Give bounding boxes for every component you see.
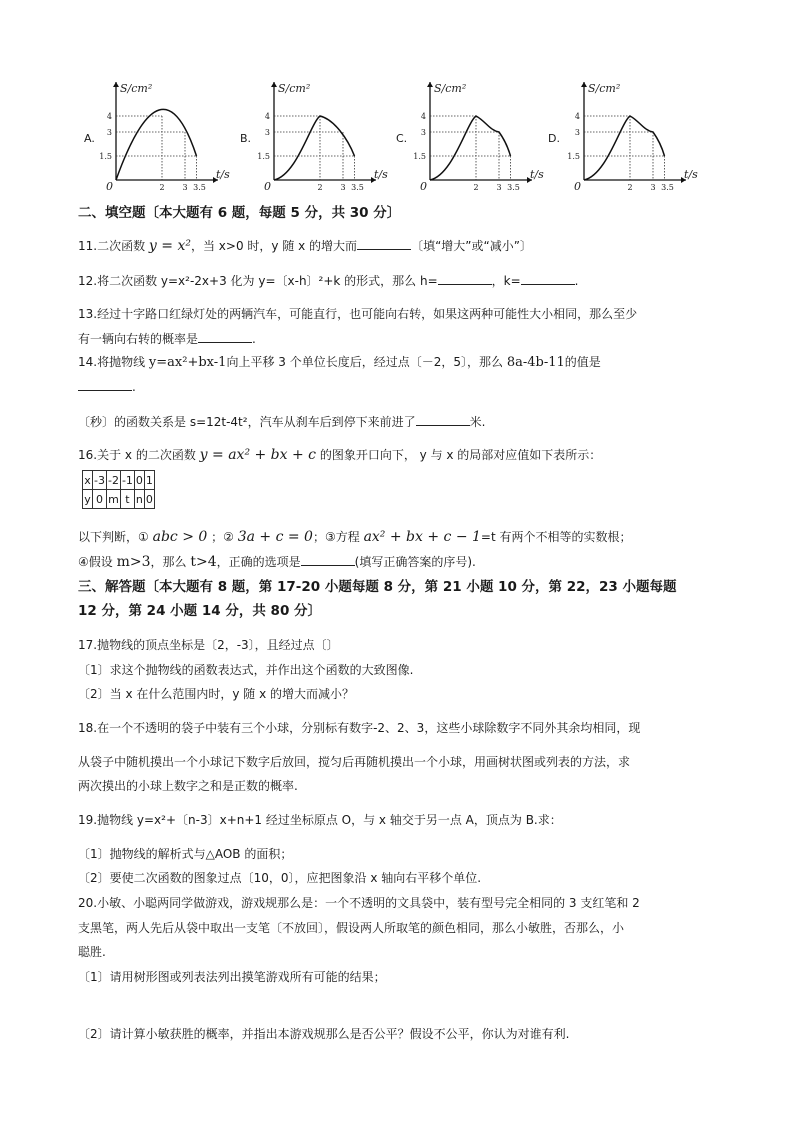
y-axis-arrow	[113, 82, 119, 87]
y-tick-label: 3	[264, 128, 270, 137]
x-tick-label: 3	[650, 183, 656, 192]
q17-part-1: 〔1〕求这个抛物线的函数表达式，并作出这个函数的大致图像.	[78, 663, 414, 677]
q16-j1c: ；②	[211, 530, 234, 544]
x-tick-label: 3	[340, 183, 346, 192]
x-tick-label: 3.5	[507, 183, 520, 192]
y-tick-label: 1.5	[99, 152, 112, 161]
graph-curve	[116, 109, 197, 180]
q16-judgments-2	[78, 553, 476, 570]
q15-text: 〔秒〕的函数关系是 s=12t-4t²，汽车从刹车后到停下来前进了	[78, 415, 416, 429]
q20-line-2: 支黑笔，两人先后从袋中取出一支笔〔不放回〕，假设两人所取笔的颜色相同，那么小敏胜，否那么，小	[78, 921, 625, 935]
q14-line1c: 向上平移 3 个单位长度后，经过点〔－2，5〕，那么	[226, 355, 503, 369]
graph-d-plot	[548, 76, 698, 196]
graph-option-d[interactable]	[548, 76, 698, 196]
x-tick-label: 3	[182, 183, 188, 192]
option-label-d: D.	[548, 132, 560, 145]
y-axis-label: S/cm²	[120, 82, 153, 95]
q15-end: 米.	[469, 415, 486, 429]
question-11	[78, 237, 532, 254]
q11-formula: y = x²	[148, 238, 191, 254]
q16-j1a: 以下判断，①	[78, 530, 149, 544]
x-axis-label: t/s	[374, 168, 388, 181]
q16-value-table	[82, 470, 155, 509]
q12-k-blank[interactable]	[521, 272, 575, 285]
q11-prefix: 11.二次函数	[78, 239, 146, 253]
y-tick-label: 4	[264, 112, 270, 121]
q12-text: 12.将二次函数 y=x²-2x+3 化为 y=〔x-h〕²+k 的形式，那么 h=	[78, 274, 438, 288]
x-tick-label: 2	[317, 183, 323, 192]
graph-option-a[interactable]	[80, 76, 230, 196]
graph-option-b[interactable]	[238, 76, 388, 196]
q15-answer-blank[interactable]	[416, 413, 470, 426]
q12-end: .	[574, 274, 579, 288]
q19-part-1: 〔1〕抛物线的解析式与△AOB 的面积；	[78, 847, 293, 861]
q11-tail: 〔填“增大”或“减小”〕	[411, 239, 532, 253]
q20-part-2: 〔2〕请计算小敏获胜的概率，并指出本游戏规那么是否公平？假设不公平，你认为对谁有利.	[78, 1027, 570, 1041]
graph-curve	[430, 116, 511, 180]
table-cell: -1	[120, 471, 134, 490]
y-tick-label: 4	[106, 112, 112, 121]
q16-j1e: ；③方程	[312, 530, 360, 544]
section-3-heading-1: 三、解答题〔本大题有 8 题，第 17-20 小题每题 8 分，第 21 小题 10 分，第 22，23 小题每题	[78, 579, 677, 595]
x-axis-label: t/s	[684, 168, 698, 181]
q13-answer-blank[interactable]	[198, 330, 252, 343]
y-tick-label: 3	[574, 128, 580, 137]
x-tick-label: 3.5	[351, 183, 364, 192]
q16-j2d: t>4	[190, 554, 217, 570]
q13-end: .	[252, 332, 256, 346]
table-cell: m	[106, 490, 120, 509]
q14-end: .	[132, 380, 136, 394]
question-15	[78, 413, 485, 430]
table-cell: 0	[93, 490, 107, 509]
origin-label: 0	[420, 180, 427, 193]
q16-j2f: (填写正确答案的序号).	[354, 555, 476, 569]
q16-j2c: ，那么	[150, 555, 187, 569]
graph-curve	[274, 116, 355, 180]
question-13-line-2	[78, 330, 256, 347]
origin-label: 0	[106, 180, 113, 193]
y-axis-arrow	[271, 82, 277, 87]
graph-b-plot	[238, 76, 388, 196]
y-axis-arrow	[581, 82, 587, 87]
table-cell: n	[134, 490, 144, 509]
y-axis-label: S/cm²	[434, 82, 467, 95]
q14-line1e: 的值是	[564, 355, 601, 369]
q16-j1b: abc > 0	[152, 529, 208, 545]
q17-stem: 17.抛物线的顶点坐标是〔2，-3〕，且经过点〔〕	[78, 638, 339, 652]
y-tick-label: 1.5	[257, 152, 270, 161]
question-13-line-1: 13.经过十字路口红绿灯处的两辆汽车，可能直行，也可能向右转，如果这两种可能性大小相同，那么至少	[78, 307, 638, 321]
q14-answer-blank[interactable]	[78, 378, 132, 391]
x-tick-label: 3	[496, 183, 502, 192]
y-tick-label: 3	[106, 128, 112, 137]
question-14-blank-line	[78, 378, 136, 395]
q11-suffix: ，当 x>0 时，y 随 x 的增大而	[190, 239, 358, 253]
origin-label: 0	[264, 180, 271, 193]
q17-part-2: 〔2〕当 x 在什么范围内时，y 随 x 的增大而减小？	[78, 687, 355, 701]
table-row	[83, 471, 155, 490]
y-tick-label: 4	[574, 112, 580, 121]
q16-j2e: ，正确的选项是	[216, 555, 301, 569]
q16-prefix: 16.关于 x 的二次函数	[78, 448, 196, 462]
option-label-c: C.	[396, 132, 408, 145]
origin-label: 0	[574, 180, 581, 193]
table-cell: x	[83, 471, 93, 490]
q20-line-1: 20.小敏、小聪两同学做游戏，游戏规那么是：一个不透明的文具袋中，装有型号完全相同的 3 支红笔和 2	[78, 896, 640, 910]
q19-stem: 19.抛物线 y=x²+〔n-3〕x+n+1 经过坐标原点 O，与 x 轴交于另一点 A，顶点为 B.求：	[78, 813, 562, 827]
option-label-a: A.	[84, 132, 95, 145]
q12-h-blank[interactable]	[438, 272, 492, 285]
question-14	[78, 354, 601, 371]
x-tick-label: 3.5	[193, 183, 206, 192]
q16-j1d: 3a + c = 0	[237, 529, 313, 545]
x-tick-label: 2	[627, 183, 633, 192]
x-axis-label: t/s	[216, 168, 230, 181]
q11-answer-blank[interactable]	[357, 237, 411, 250]
y-tick-label: 3	[420, 128, 426, 137]
table-cell: t	[120, 490, 134, 509]
q16-j2b: m>3	[116, 554, 151, 570]
y-axis-label: S/cm²	[278, 82, 311, 95]
table-cell: 1	[144, 471, 154, 490]
table-cell: -3	[93, 471, 107, 490]
q18-line-2: 从袋子中随机摸出一个小球记下数字后放回，搅匀后再随机摸出一个小球，用画树状图或列表的方法，求	[78, 755, 631, 769]
x-tick-label: 2	[473, 183, 479, 192]
q16-j1g: =t 有两个不相等的实数根；	[480, 530, 632, 544]
x-tick-label: 3.5	[661, 183, 674, 192]
y-axis-arrow	[427, 82, 433, 87]
q14-parabola: y=ax²+bx-1	[148, 355, 227, 370]
table-row	[83, 490, 155, 509]
answer-graph-options	[80, 76, 698, 196]
q13-line2: 有一辆向右转的概率是	[78, 332, 199, 346]
graph-curve	[584, 116, 665, 180]
y-tick-label: 1.5	[567, 152, 580, 161]
q14-expression: 8a-4b-11	[506, 355, 565, 370]
graph-c-plot	[394, 76, 544, 196]
y-axis-label: S/cm²	[588, 82, 621, 95]
y-tick-label: 4	[420, 112, 426, 121]
table-cell: -2	[106, 471, 120, 490]
graph-a-plot	[80, 76, 230, 196]
q19-part-2: 〔2〕要使二次函数的图象过点〔10，0〕，应把图象沿 x 轴向右平移个单位.	[78, 871, 482, 885]
q16-formula: y = ax² + bx + c	[199, 447, 317, 463]
q16-judgments-1	[78, 529, 632, 545]
y-tick-label: 1.5	[413, 152, 426, 161]
q18-line-1: 18.在一个不透明的袋子中装有三个小球，分别标有数字-2、2、3，这些小球除数字不同外其余均相同，现	[78, 721, 641, 735]
q16-answer-blank[interactable]	[301, 553, 355, 566]
table-cell: y	[83, 490, 93, 509]
question-16	[78, 447, 601, 463]
q16-suffix: 的图象开口向下， y 与 x 的局部对应值如下表所示：	[319, 448, 602, 462]
table-cell: 0	[144, 490, 154, 509]
x-tick-label: 2	[159, 183, 165, 192]
q14-line1a: 14.将抛物线	[78, 355, 146, 369]
q18-line-3: 两次摸出的小球上数字之和是正数的概率.	[78, 779, 298, 793]
option-label-b: B.	[240, 132, 252, 145]
x-axis-label: t/s	[530, 168, 544, 181]
section-3-heading-2: 12 分，第 24 小题 14 分，共 80 分〕	[78, 603, 322, 619]
table-cell: 0	[134, 471, 144, 490]
q20-part-1: 〔1〕请用树形图或列表法列出摸笔游戏所有可能的结果；	[78, 970, 386, 984]
q16-j1f: ax² + bx + c − 1	[363, 529, 481, 545]
q16-j2a: ④假设	[78, 555, 113, 569]
q12-mid: ，k=	[491, 274, 521, 288]
section-2-heading: 二、填空题〔本大题有 6 题，每题 5 分，共 30 分〕	[78, 205, 401, 221]
graph-option-c[interactable]	[394, 76, 544, 196]
question-12	[78, 272, 579, 289]
q20-line-3: 聪胜.	[78, 945, 106, 959]
